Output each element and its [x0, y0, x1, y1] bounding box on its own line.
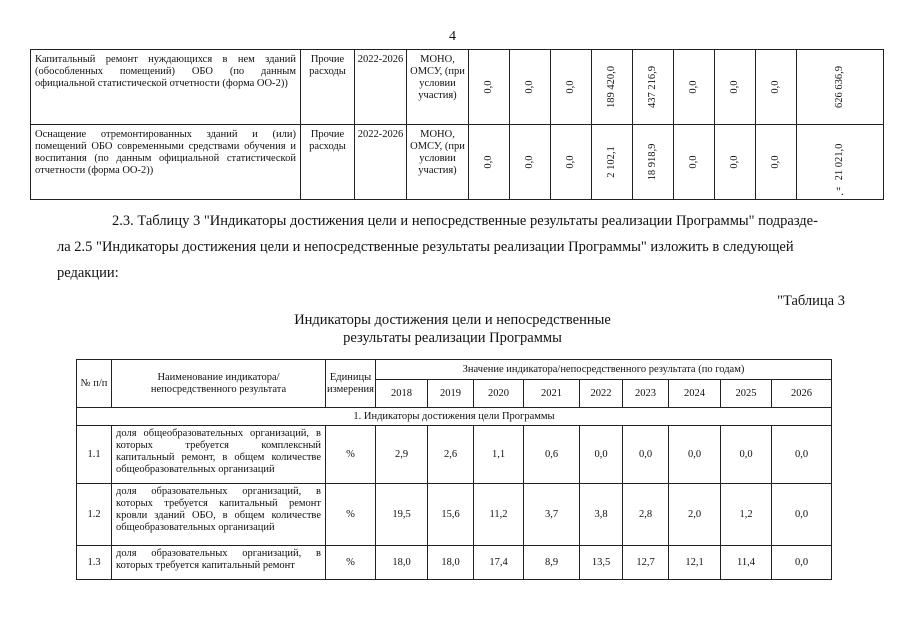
- indicator-unit: %: [326, 484, 376, 546]
- year-header: 2018: [376, 380, 428, 408]
- indicator-value: 2,0: [669, 484, 721, 546]
- expense-row: [31, 50, 884, 125]
- indicator-value: 1,1: [474, 426, 524, 484]
- table-title: [0, 311, 905, 347]
- period-cell: 2022-2026: [355, 50, 407, 125]
- value-cell: [674, 50, 715, 125]
- value-cell: [510, 50, 551, 125]
- indicator-value: 18,0: [376, 546, 428, 580]
- year-header: 2022: [580, 380, 623, 408]
- indicator-value: 0,6: [524, 426, 580, 484]
- indicator-value: 0,0: [772, 484, 832, 546]
- value-text: 0,0: [565, 80, 576, 94]
- year-header: 2026: [772, 380, 832, 408]
- value-cell: [633, 50, 674, 125]
- indicator-value: 8,9: [524, 546, 580, 580]
- year-header: 2023: [623, 380, 669, 408]
- expense-row: [31, 125, 884, 200]
- indicator-value: 13,5: [580, 546, 623, 580]
- value-cell: [592, 125, 633, 200]
- indicator-num: 1.3: [77, 546, 112, 580]
- value-cell: [592, 50, 633, 125]
- section-row: [77, 408, 832, 426]
- value-text: 0,0: [483, 155, 494, 169]
- header-num: № п/п: [77, 360, 112, 408]
- value-cell: [633, 125, 674, 200]
- value-text: 21 021,0: [834, 143, 845, 181]
- value-cell: [469, 50, 510, 125]
- value-cell: [551, 50, 592, 125]
- value-text: 437 216,9: [647, 66, 658, 108]
- year-header: 2021: [524, 380, 580, 408]
- value-cell: [756, 125, 797, 200]
- year-header: 2024: [669, 380, 721, 408]
- expense-type-cell: Прочие расходы: [301, 125, 355, 200]
- indicator-value: 2,9: [376, 426, 428, 484]
- indicator-value: 1,2: [721, 484, 772, 546]
- indicator-value: 0,0: [772, 546, 832, 580]
- indicator-value: 12,1: [669, 546, 721, 580]
- value-text: 0,0: [729, 80, 740, 94]
- indicator-num: 1.1: [77, 426, 112, 484]
- indicator-value: 11,2: [474, 484, 524, 546]
- value-text: 0,0: [770, 155, 781, 169]
- top-expenses-table: [30, 49, 884, 200]
- indicator-value: 19,5: [376, 484, 428, 546]
- executor-cell: МОНО, ОМСУ, (при условии участия): [407, 50, 469, 125]
- value-cell: [674, 125, 715, 200]
- paragraph-line: редакции:: [57, 265, 119, 281]
- value-text: 0,0: [483, 80, 494, 94]
- indicator-name: доля образовательных организаций, в которых требуется капитальный ремонт: [112, 546, 326, 580]
- value-text: 0,0: [729, 155, 740, 169]
- indicator-unit: %: [326, 546, 376, 580]
- indicator-value: 2,8: [623, 484, 669, 546]
- table-title-line: результаты реализации Программы: [343, 330, 562, 346]
- value-text: 0,0: [524, 155, 535, 169]
- value-cell: [715, 125, 756, 200]
- value-text: 626 636,9: [834, 66, 845, 108]
- indicator-name: доля образовательных организаций, в которых требуется капитальный ремонт кровли зданий ОБО, в общем количестве общеобразовательных организаций: [112, 484, 326, 546]
- year-header: 2025: [721, 380, 772, 408]
- indicator-value: 0,0: [721, 426, 772, 484]
- period-cell: 2022-2026: [355, 125, 407, 200]
- indicator-name: доля общеобразовательных организаций, в которых требуется комплексный капитальный ремонт, в общем количестве общеобразовательных организаций: [112, 426, 326, 484]
- indicator-value: 17,4: [474, 546, 524, 580]
- value-cell: [551, 125, 592, 200]
- header-indicator-name: Наименование индикатора/непосредственного результата: [112, 360, 326, 408]
- indicator-row: [77, 546, 832, 580]
- indicator-row: [77, 426, 832, 484]
- value-cell: [756, 50, 797, 125]
- paragraph-line: ла 2.5 "Индикаторы достижения цели и непосредственные результаты реализации Программы" изложить в следующей: [57, 239, 794, 255]
- indicator-value: 15,6: [428, 484, 474, 546]
- value-cell: [797, 50, 884, 125]
- value-text: 18 918,9: [647, 143, 658, 181]
- amendment-paragraph: [57, 208, 847, 286]
- closing-quote-mark: ".: [836, 184, 844, 198]
- indicator-num: 1.2: [77, 484, 112, 546]
- indicator-value: 0,0: [580, 426, 623, 484]
- page-number: 4: [449, 29, 456, 44]
- value-text: 0,0: [688, 80, 699, 94]
- value-text: 2 102,1: [606, 146, 617, 178]
- indicators-table: [76, 359, 832, 580]
- indicator-value: 3,7: [524, 484, 580, 546]
- indicator-row: [77, 484, 832, 546]
- indicator-value: 2,6: [428, 426, 474, 484]
- table-title-line: Индикаторы достижения цели и непосредственные: [294, 312, 611, 328]
- value-cell: [469, 125, 510, 200]
- indicator-unit: %: [326, 426, 376, 484]
- expense-type-cell: Прочие расходы: [301, 50, 355, 125]
- indicator-value: 11,4: [721, 546, 772, 580]
- section-title: 1. Индикаторы достижения цели Программы: [77, 408, 832, 426]
- value-cell: [715, 50, 756, 125]
- indicator-value: 18,0: [428, 546, 474, 580]
- value-text: 0,0: [565, 155, 576, 169]
- value-text: 0,0: [524, 80, 535, 94]
- value-text: 0,0: [688, 155, 699, 169]
- executor-cell: МОНО, ОМСУ, (при условии участия): [407, 125, 469, 200]
- paragraph-line: 2.3. Таблицу 3 "Индикаторы достижения цели и непосредственные результаты реализации Программы" подразде-: [112, 213, 818, 229]
- value-cell: [510, 125, 551, 200]
- name-cell: Оснащение отремонтированных зданий и (или) помещений ОБО современными средствами обучения и воспитания (по данным официальной статистической отчетности (форма ОО-2)): [31, 125, 301, 200]
- year-header: 2019: [428, 380, 474, 408]
- indicator-value: 0,0: [772, 426, 832, 484]
- indicator-value: 3,8: [580, 484, 623, 546]
- header-unit: Единицы измерения: [326, 360, 376, 408]
- indicator-value: 0,0: [623, 426, 669, 484]
- header-values-group: Значение индикатора/непосредственного результата (по годам): [376, 360, 832, 380]
- indicator-value: 12,7: [623, 546, 669, 580]
- indicator-value: 0,0: [669, 426, 721, 484]
- value-text: 189 420,0: [606, 66, 617, 108]
- year-header: 2020: [474, 380, 524, 408]
- name-cell: Капитальный ремонт нуждающихся в нем зданий (обособленных помещений) ОБО (по данным официальной статистической отчетности (форма ОО-2)): [31, 50, 301, 125]
- value-text: 0,0: [770, 80, 781, 94]
- table-caption-tag: "Таблица 3: [777, 293, 845, 309]
